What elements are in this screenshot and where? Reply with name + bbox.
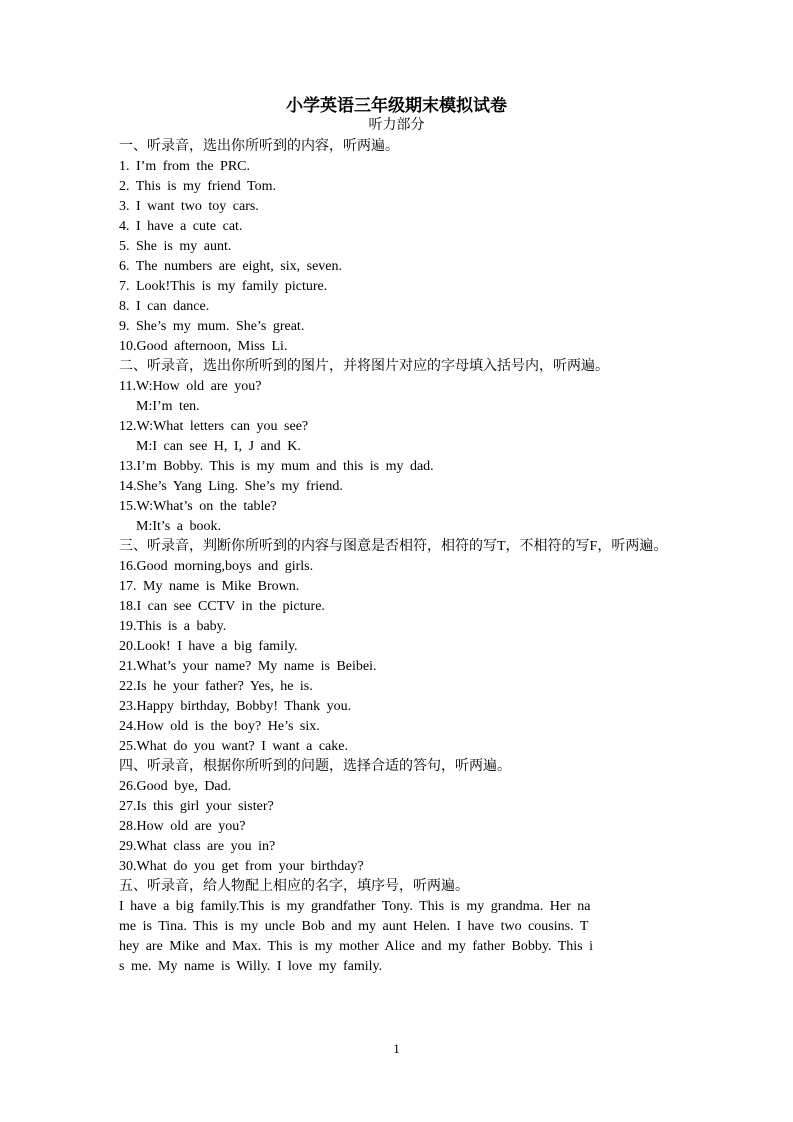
page-number: 1 [393, 1041, 400, 1056]
question-item: 21.What’s your name? My name is Beibei. [119, 659, 377, 674]
passage-line: me is Tina. This is my uncle Bob and my aunt Helen. I have two cousins. T [119, 919, 589, 934]
question-item: 30.What do you get from your birthday? [119, 859, 364, 874]
passage-line: I have a big family.This is my grandfather Tony. This is my grandma. Her na [119, 899, 591, 914]
question-item: 4. I have a cute cat. [119, 219, 243, 234]
answer-line: M:I’m ten. [136, 399, 200, 414]
question-item: 22.Is he your father? Yes, he is. [119, 679, 313, 694]
section-heading: 四、听录音，根据你所听到的问题，选择合适的答句，听两遍。 [119, 759, 511, 774]
question-item: 19.This is a baby. [119, 619, 227, 634]
question-item: 17. My name is Mike Brown. [119, 579, 300, 594]
question-item: 12.W:What letters can you see? [119, 419, 309, 434]
question-item: 16.Good morning,boys and girls. [119, 559, 314, 574]
passage-line: hey are Mike and Max. This is my mother Alice and my father Bobby. This i [119, 939, 593, 954]
question-item: 14.She’s Yang Ling. She’s my friend. [119, 479, 343, 494]
question-item: 29.What class are you in? [119, 839, 276, 854]
question-item: 2. This is my friend Tom. [119, 179, 277, 194]
passage-line: s me. My name is Willy. I love my family. [119, 959, 383, 974]
document-body [119, 137, 677, 977]
section-heading: 二、听录音，选出你所听到的图片，并将图片对应的字母填入括号内，听两遍。 [119, 359, 609, 374]
section-heading: 三、听录音，判断你所听到的内容与图意是否相符，相符的写T，不相符的写F，听两遍。 [119, 539, 668, 554]
answer-line: M:I can see H, I, J and K. [136, 439, 301, 454]
question-item: 1. I’m from the PRC. [119, 159, 250, 174]
section-heading: 五、听录音，给人物配上相应的名字，填序号，听两遍。 [119, 879, 469, 894]
question-item: 26.Good bye, Dad. [119, 779, 232, 794]
question-item: 11.W:How old are you? [119, 379, 262, 394]
question-item: 25.What do you want? I want a cake. [119, 739, 348, 754]
question-item: 5. She is my aunt. [119, 239, 232, 254]
page-title: 小学英语三年级期末模拟试卷 [286, 96, 507, 115]
question-item: 7. Look!This is my family picture. [119, 279, 328, 294]
question-item: 9. She’s my mum. She’s great. [119, 319, 305, 334]
question-item: 3. I want two toy cars. [119, 199, 259, 214]
question-item: 13.I’m Bobby. This is my mum and this is my dad. [119, 459, 434, 474]
page-subtitle: 听力部分 [368, 118, 425, 133]
question-item: 27.Is this girl your sister? [119, 799, 274, 814]
question-item: 15.W:What’s on the table? [119, 499, 277, 514]
question-item: 8. I can dance. [119, 299, 210, 314]
question-item: 24.How old is the boy? He’s six. [119, 719, 320, 734]
question-item: 6. The numbers are eight, six, seven. [119, 259, 343, 274]
question-item: 20.Look! I have a big family. [119, 639, 298, 654]
question-item: 18.I can see CCTV in the picture. [119, 599, 325, 614]
question-item: 23.Happy birthday, Bobby! Thank you. [119, 699, 352, 714]
answer-line: M:It’s a book. [136, 519, 221, 534]
question-item: 28.How old are you? [119, 819, 246, 834]
question-item: 10.Good afternoon, Miss Li. [119, 339, 288, 354]
section-heading: 一、听录音，选出你所听到的内容，听两遍。 [119, 139, 399, 154]
